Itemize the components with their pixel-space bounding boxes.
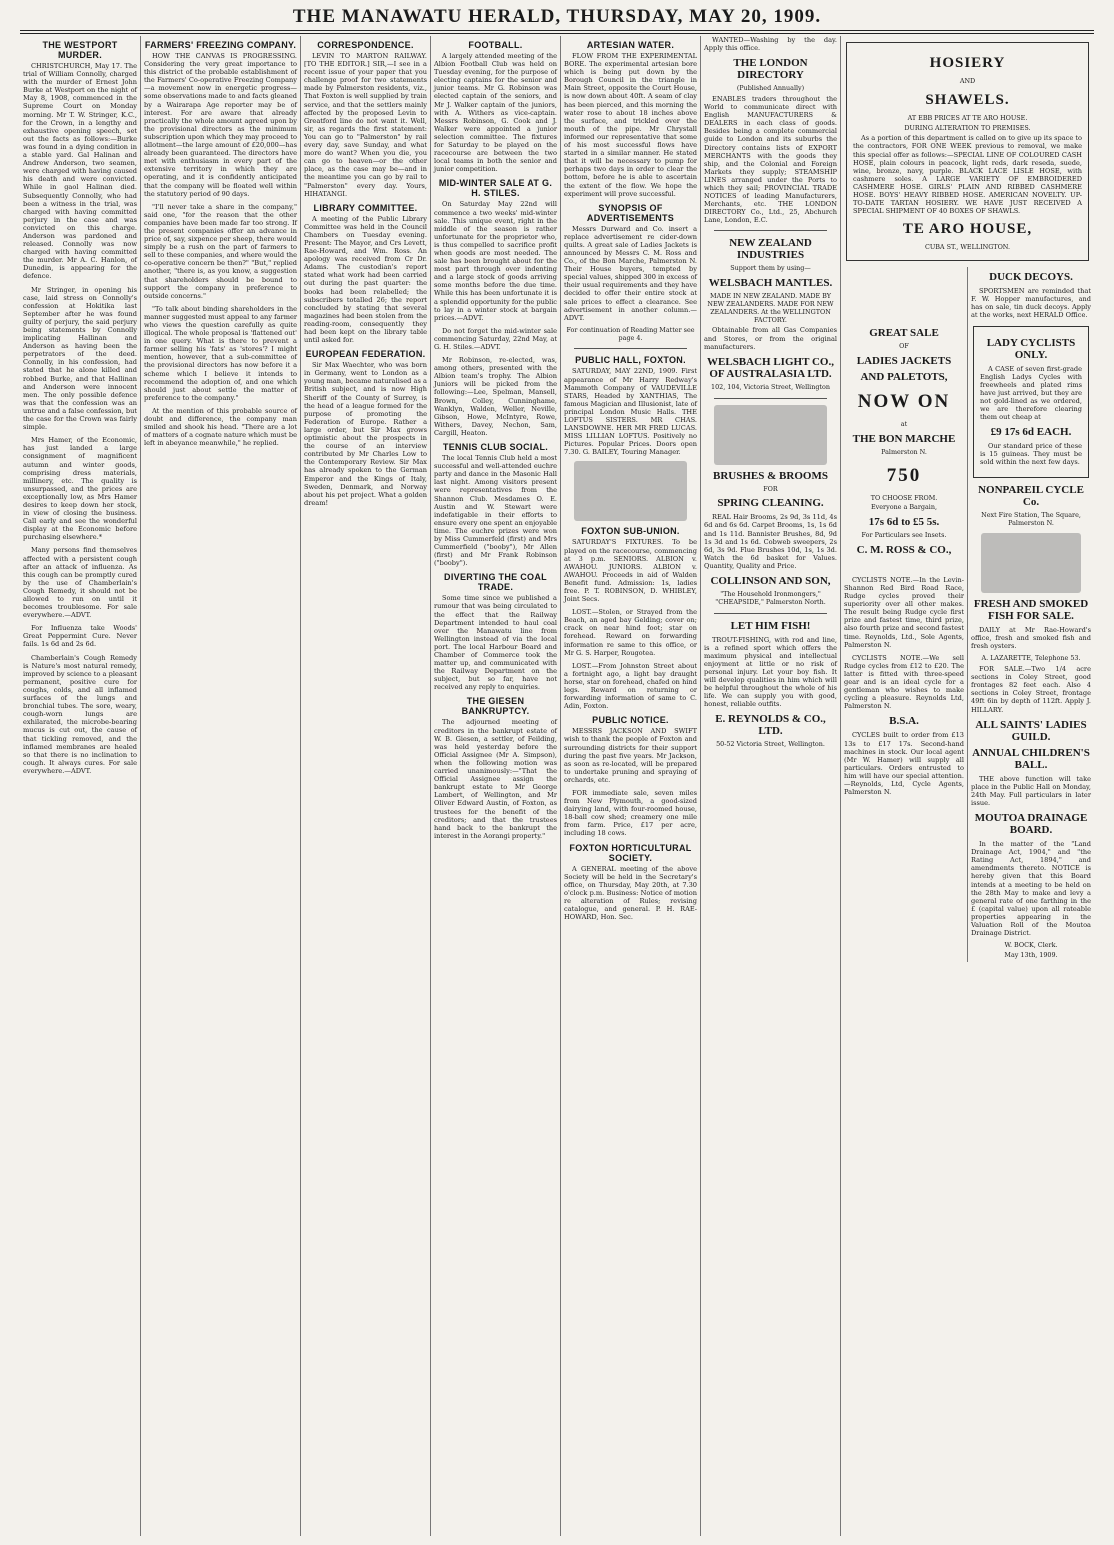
article-text: Mr Stringer, in opening his case, laid stress on Connolly's confession at Hokitika last September after he was found guilty of perjury, the said perjury being statements by Connolly implicating Hallinan and Anderson as having been the perpetrators of the deed. Connolly, in his confession, had stated that he alone killed and robbed Burke, and that Hallinan and Anderson were innocent men. The only possible defence was that the confession was an untrue and a false confession, but the case for the Crown was fairly simple. bbox=[23, 285, 137, 432]
ad-title: SHAWELS. bbox=[925, 91, 1010, 108]
article-text: SATURDAY, MAY 22ND, 1909. First appearance of Mr Harry Redway's Mammoth Company of VAUDEVILLE STARS, Headed by XANTHIAS, The famous Magician and Illusionist, late of principal London Music Halls. THE LOFTUS SISTERS. MR CHAS. LANSDOWNE. HER MR FRED LUCAS. MISS LILLIAN LOFTUS. Positively no Pictures. Popular Prices. Doors open 7.30. G. BAILEY, Touring Manager. bbox=[564, 367, 697, 457]
ad-text: THE above function will take place in the Public Hall on Monday, 24th May. Full particulars in later issue. bbox=[971, 774, 1091, 807]
ad-title: THE BON MARCHE bbox=[852, 432, 956, 445]
ad-sub: DURING ALTERATION TO PREMISES. bbox=[904, 123, 1031, 132]
top-rule bbox=[20, 30, 1094, 31]
ad-text: FOR immediate sale, seven miles from New Plymouth, a good-sized dairying land, with four-roomed house, 18-ball cow shed; creamery one mile from farm. Price, £17 per acre, including 18 cows. bbox=[564, 788, 697, 838]
ad-text: TROUT-FISHING, with rod and line, is a refined sport which offers the maximum physical and intellectual enjoyment at little or no risk of personal injury. Let your boy fish. It will develop qualities in him which will be helpful throughout the whole of his life. We can supply you with good, honest, reliable outfits. bbox=[704, 635, 837, 709]
ad-sub: A. LAZARETTE, Telephone 53. bbox=[981, 654, 1081, 663]
divider bbox=[714, 613, 827, 614]
article-text: Many persons find themselves affected with a persistent cough after an attack of influenza. As this cough can be promptly cured by the use of Chamberlain's Cough Remedy, it should not be allowed to run on until it becomes troublesome. For sale everywhere.—ADVT. bbox=[23, 546, 137, 620]
article-head: SYNOPSIS OF ADVERTISEMENTS bbox=[586, 202, 675, 223]
ad-sub: Next Fire Station, The Square, Palmerston N. bbox=[981, 511, 1081, 528]
ad-text: A CASE of seven first-grade English Ladys Cycles with freewheels and plated rims have just arrived, but they are not gold-lined as we ordered, we are therefore clearing them out cheap at bbox=[980, 364, 1082, 422]
article-text: A meeting of the Public Library Committee was held in the Council Chambers on Tuesday evening. Present: The Mayor, and Crs Levett, Rae-Howard, and Wm. Ross. An apology was received from Cr Dr. Adams. The custodian's report stated what work had been carried out during the past quarter: the books had been relabelled; the subscribers totalled 26; the report concluded by stating that several magazines had been stolen from the reading-room, consequently they had been kept on the library table until asked for. bbox=[304, 214, 427, 345]
article-text: Do not forget the mid-winter sale commencing Saturday, 22nd May, at G. H. Stiles.—ADVT. bbox=[434, 326, 557, 351]
ad-text: REAL Hair Brooms, 2s 9d, 3s 11d, 4s 6d and 6s 6d. Carpet Brooms, 1s, 1s 6d and 1s 11d. Bannister Brushes, 8d, 9d 1s 3d and 1s 6d. Cobweb sweepers, 2s 6d, 3s 9d. Flue Brushes 10d, 1s, 1s 3d. Watch the 6d basket for Values. Quantity, Quality and Price. bbox=[704, 513, 837, 570]
ad-sub: CUBA ST., WELLINGTON. bbox=[924, 243, 1011, 252]
ad-sub: May 13th, 1909. bbox=[1004, 950, 1058, 959]
misc-ads bbox=[968, 267, 1091, 962]
ad-title: 750 bbox=[886, 464, 922, 486]
top-rule-2 bbox=[20, 33, 1094, 34]
ad-sub: AND bbox=[959, 77, 976, 85]
ad-text: LOST.—Stolen, or Strayed from the Beach, an aged bay Gelding; cover on; crack on near hind foot; star on forehead. Reward on forwarding information re same to this office, or Mr G. S. Harper, Rougotea. bbox=[564, 608, 697, 657]
column-4 bbox=[430, 36, 560, 1536]
ad-title: HOSIERY bbox=[929, 55, 1006, 71]
article-head: CORRESPONDENCE. bbox=[317, 40, 414, 50]
article-text: On Saturday May 22nd will commence a two weeks' mid-winter sale. This unique event, right in the middle of the season is rather unfortunate for the proprietor who, is thus compelled to sacrifice profit when goods are most needed. The sale has been brought about for the most part through over indenting and a large stock of goods arriving some months before the due time. While this has been unfortunate it is a splendid opportunity for the public to lay in a winter stock at bargain prices.—ADVT. bbox=[434, 200, 557, 322]
ad-title: WELSBACH MANTLES. bbox=[708, 277, 833, 290]
ad-sub: "The Household Ironmongers," "CHEAPSIDE," Palmerston North. bbox=[715, 590, 826, 606]
masthead: THE MANAWATU HERALD, THURSDAY, MAY 20, 1909. bbox=[292, 6, 822, 27]
ad-title: NOW ON bbox=[857, 390, 951, 412]
ad-title: BRUSHES & BROOMS bbox=[713, 469, 828, 482]
ad-title: E. REYNOLDS & CO., LTD. bbox=[715, 713, 826, 738]
article-head: FOOTBALL. bbox=[468, 40, 523, 50]
ad-text: MADE IN NEW ZEALAND. MADE BY NEW ZEALANDERS. MADE FOR NEW ZEALANDERS. At the WELLINGTON FACTORY. bbox=[707, 292, 834, 324]
ad-sub: AT EBB PRICES AT TE ARO HOUSE. bbox=[907, 113, 1028, 122]
lower-ads bbox=[844, 267, 1091, 962]
article-text: The adjourned meeting of creditors in the bankrupt estate of W. B. Giesen, a settler, of Feilding, was held yesterday before the Official Assignee (Mr A. Simpson), when the following motion was carried unanimously:—"That the Official Assignee assign the bankrupt estate to Mr George Lambert, of Wellington, and Mr Oliver Edward Austin, of Foxton, as trustees for the benefit of the creditors; and that the trustees hand back to the bankrupt the interest in the Aorangi property." bbox=[434, 718, 557, 840]
column-1 bbox=[20, 36, 140, 1536]
article-head: TENNIS CLUB SOCIAL. bbox=[442, 442, 549, 453]
article-text: A largely attended meeting of the Albion Football Club was held on Tuesday evening, for the purpose of electing captains for the senior and junior teams. Mr G. Robinson was elected captain of the seniors, and Mr J. Walker captain of the juniors, with A. Withers as vice-captain. Messrs Robinson, G. Cook and J. Walker were appointed a junior selection committee. The fixtures for Saturday to be played on the racecourse are between the two local teams in both the senior and junior competition. bbox=[434, 52, 557, 174]
cyclists-ad bbox=[973, 326, 1089, 479]
ad-text: Obtainable from all Gas Companies and Stores, or from the original manufacturers. bbox=[704, 326, 837, 351]
ad-title: GREAT SALE bbox=[869, 327, 939, 340]
article-head: DIVERTING THE COAL TRADE. bbox=[444, 572, 547, 593]
ad-sub: For Particulars see Insets. bbox=[861, 531, 947, 540]
article-text: "I'll never take a share in the company," said one, "for the reason that the other companies have been made far too strong. If the present companies offer an advance in price of, say, sixpence per sheep, there would simply be a rush on the part of farmers to sell to these companies, and where would the co-operative concern be then?" "But," replied another, "there is, as you know, a suggestion that shareholders should be bound to support the company in preference to outside concerns." bbox=[144, 202, 297, 300]
ad-text: SPORTSMEN are reminded that F. W. Hopper manufactures, and has on sale, tin duck decoys. Apply at the works, next HERALD Office. bbox=[971, 287, 1091, 320]
ad-sub: 50-52 Victoria Street, Wellington. bbox=[716, 740, 825, 749]
article-text: LEVIN TO MARTON RAILWAY. [TO THE EDITOR.] SIR,—I see in a recent issue of your paper that you challenge proof for two statements made by Palmerston residents, viz., That Foxton is well supplied by train service, and that the settlers mainly affected by the proposed Levin to Greatford line do not want it. Well, sir, as regards the first statement: You can go to "Palmerston" by rail every day, save Sunday, and what more do want? When you die, you can go to heaven—or the other place, as the case may be—and in the meantime you can go by rail to "Palmerston" every day. Yours, HIHATANGI. bbox=[304, 52, 427, 198]
ad-sub: TO CHOOSE FROM. bbox=[870, 493, 938, 502]
ad-title: LADY CYCLISTS ONLY. bbox=[986, 336, 1076, 361]
ad-sub: (Published Annually) bbox=[736, 84, 805, 93]
article-text: Messrs Durward and Co. insert a replace advertisement re cider-down quilts. A great sale of Ladies Jackets is announced by Messrs C. M. Ross and Co., of the Bon Marche, Palmerston N. Their House buyers, tempted by special values, shipped 300 in excess of their usual requirements and they have decided to offer their entire stock at sale prices to effect a clearance. See advertisement in another column.—ADVT. bbox=[564, 224, 697, 322]
article-text: SATURDAY'S FIXTURES. To be played on the racecourse, commencing at 3 p.m. SENIORS. ALBION v. AWAHOU. JUNIORS. ALBION v. AWAHOU. Proceeds in aid of Walden Benefit fund. Admission: 1s, ladies free. P. T. ROBINSON, D. WHIBLEY, Joint Secs. bbox=[564, 538, 697, 604]
ad-text: In the matter of the "Land Drainage Act, 1904," and "the Rating Act, 1894," and amendments thereto. NOTICE is hereby given that this Board intends at a meeting to be held on the 28th May to make and levy a general rate of one farthing in the £ (capital value) upon all rateable properties appearing in the Valuation Roll of the Moutoa Drainage District. bbox=[971, 840, 1091, 938]
ad-title: ALL SAINTS' LADIES GUILD. bbox=[975, 718, 1087, 743]
article-head: ARTESIAN WATER. bbox=[586, 40, 675, 50]
divider bbox=[574, 348, 687, 349]
article-text: FLOW FROM THE EXPERIMENTAL BORE. The experimental artesian bore which is being put down by the Borough Council in the triangle in Main Street, opposite the Court House, is now down about 40ft. A seam of clay has been pierced, and this morning the water rose to about 18 inches above the surface, and trickled over the mouth of the pipe. Mr Chrystall informed our representative that some of his most successful flows have started in a similar manner. He stated that it will be necessary to pump for perhaps two days in order to clear the bottom, before he is able to ascertain the extent of the flow. We hope the experiment will prove successful. bbox=[564, 52, 697, 198]
illustration bbox=[574, 461, 687, 521]
ad-title: COLLINSON AND SON, bbox=[710, 575, 831, 587]
ad-title: AND PALETOTS, bbox=[860, 370, 948, 383]
divider bbox=[714, 230, 827, 231]
ad-title: B.S.A. bbox=[889, 715, 919, 728]
ad-wanted: WANTED—Washing by the day. Apply this office. bbox=[704, 36, 837, 53]
article-text: At the mention of this probable source of doubt and difference, the company man smiled and shook his head. "There are a lot of matters of a cognate nature which must be left in abeyance meanwhile," he replied. bbox=[144, 406, 297, 448]
divider bbox=[714, 398, 827, 399]
ad-text: ENABLES traders throughout the World to communicate direct with English MANUFACTURERS & DEALERS in each class of goods. Besides being a complete commercial guide to London and its suburbs the Directory contains lists of EXPORT MERCHANTS with the goods they ship, and the Colonial and Foreign Markets they supply; STEAMSHIP LINES arranged under the Ports to which they sail; PROVINCIAL TRADE NOTICES of leading Manufacturers, Merchants, etc. THE LONDON DIRECTORY Co., Ltd., 25, Abchurch Lane, London, E.C. bbox=[704, 94, 837, 225]
article-head: THE WESTPORT MURDER. bbox=[42, 40, 118, 60]
ad-title: WELSBACH LIGHT CO., OF AUSTRALASIA LTD. bbox=[707, 355, 834, 380]
ad-column-2 bbox=[840, 36, 1094, 1536]
article-text: CHRISTCHURCH, May 17. The trial of William Connolly, charged with the murder of Ernest John Burke at Westport on the night of May 8, 1908, commenced in the Supreme Court on Monday morning. Mr T. W. Stringer, K.C., for the Crown, in a lengthy and exhaustive opening speech, set out the facts as follows:—Burke was found in a dying condition in a stable yard. Gal Halinan and Andrew Anderson, two seamen, were charged with having caused his death and were convicted. While in gaol Halinan died. Subsequently Connolly, who had been a witness in the trial, was charged with having committed perjury in the case and was convicted on this charge. Anderson was pardoned and released. Connolly was now charged with having committed the murder. Mr A. C. Hanlon, of Dunedin, is appearing for the defence. bbox=[23, 62, 137, 281]
ad-text: CYCLISTS NOTE.—In the Levin-Shannon Red Bird Road Race, Rudge cycles proved their superiority over all other makes. The result being Rudge cycle first prize and fastest time, third prize, also fourth prize and second fastest time. Reynolds, Ltd., Sole Agents, Palmerston N. bbox=[844, 575, 964, 649]
fish-illustration bbox=[981, 533, 1081, 593]
article-head: FARMERS' FREEZING COMPANY. bbox=[144, 40, 297, 50]
article-text: MESSRS JACKSON AND SWIFT wish to thank the people of Foxton and surrounding districts for their support during the past five years. Mr Jackson, as soon as re-located, will be prepared to undertake pruning and spraying of orchards, etc. bbox=[564, 727, 697, 784]
ad-title: NONPAREIL CYCLE Co. bbox=[978, 484, 1084, 509]
ad-sub: 102, 104, Victoria Street, Wellington bbox=[711, 382, 830, 391]
ad-title: TE ARO HOUSE, bbox=[902, 221, 1033, 238]
ad-title: DUCK DECOYS. bbox=[989, 271, 1073, 284]
article-text: HOW THE CANVAS IS PROGRESSING. Considering the very great importance to this district of the probable establishment of the Farmers' Co-operative Freezing Company—a movement now in energetic progress—some observations made to and facts gleaned by a Wairarapa Age reporter may be of interest. For are aware that already practically the whole amount agreed upon by the provisional directors as the minimum subscription upon which they may proceed to allotment—the large amount of £20,000—has already been guaranteed. The directors have met with enthusiasm in every part of the extensive territory in which they are operating, and it is confidently anticipated that the company will be floated well within the statutory period of 90 days. bbox=[144, 52, 297, 198]
column-5 bbox=[560, 36, 700, 1536]
article-text: Chamberlain's Cough Remedy is Nature's most natural remedy, improved by science to a pleasant permanent, positive cure for coughs, colds, and all inflamed surfaces of the lungs and bronchial tubes. The sore, weary, cough-worn lungs are exhilarated, the microbe-bearing mucus is cut out, the cause of that tickling removed, and the inflamed membranes are healed so that there is no inclination to cough. It always cures. For sale everywhere.—ADVT. bbox=[23, 653, 137, 775]
ad-text: As a portion of this department is called on to give up its space to the contractors, FOR ONE WEEK previous to removal, we make this special offer as follows:—SPECIAL LINE OF COLOURED CASH HOSE, plain colours in peacock, light reds, dark reseda, suede, wine, bronze, navy, purple. BLACK LACE LISLE HOSE, with cashmere soles. A LARGE VARIETY OF EMBROIDERED CASHMERE HOSE. GIRLS' PLAIN AND RIBBED CASHMERE HOSE. BOYS' HEAVY RIBBED HOSE. AMERICAN NOVELTY. UP-TO-DATE TARTAN HOSIERY. WE HAVE JUST RECEIVED A SPECIAL SHIPMENT OF 40 BOXES OF SHAWLS. bbox=[853, 134, 1082, 216]
article-head: PUBLIC NOTICE. bbox=[592, 715, 669, 726]
article-head: EUROPEAN FEDERATION. bbox=[305, 349, 426, 360]
article-text: Some time since we published a rumour that was being circulated to the effect that the Railway Department intended to haul coal over the Manawatu line from Wellington instead of via the local port. The local Harbour Board and Chamber of Commerce took the matter up, and communicated with the Railway Department on the subject, but so far, have not received any reply to enquiries. bbox=[434, 594, 557, 692]
article-text: The local Tennis Club held a most successful and well-attended euchre party and dance in the Masonic Hall last night. Among visitors present were representatives from the Shannon Club. Mesdames O. E. Austin and W. Stewart were indefatigable in their efforts to ensure every one spent an enjoyable time. The euchre prizes were won by Miss Cummerfeld (first) and Mrs Cummerfield ("booby"), Mr Allen (first) and Mr Frank Robinson ("booby"). bbox=[434, 454, 557, 568]
great-sale-ad bbox=[844, 267, 968, 962]
ad-sub: W. BOCK, Clerk. bbox=[1004, 941, 1058, 950]
ad-text: LOST.—From Johnston Street about a fortnight ago, a light bay draught horse, star on forehead, chafed on hind legs. Reward on returning or forwarding information of same to C. Adin, Foxton. bbox=[564, 661, 697, 711]
article-text: Mr Robinson, re-elected, was, among others, presented with the Albion team's trophy. The Albion Juniors will be picked from the following:—Lee, Spelman, Mansell, Brown, Colley, Cunninghame, Wanklyn, Walden, Weller, Neville, Gibson, Howe, McIntyre, Rowe, Withers, Davey, Nechon, Sam, Cargill, Heaton. bbox=[434, 356, 557, 437]
article-text: A GENERAL meeting of the above Society will be held in the Secretary's office, on Thursday, May 20th, at 7.30 o'clock p.m. Business: Notice of motion re alteration of Rules; revising catalogue, and general. P. H. RAE-HOWARD, Hon. Sec. bbox=[564, 864, 697, 922]
article-head: MID-WINTER SALE AT G. H. STILES. bbox=[438, 178, 553, 199]
ad-column-1 bbox=[700, 36, 840, 1536]
ad-sub: Palmerston N. bbox=[881, 447, 927, 456]
continuation-note: For continuation of Reading Matter see page 4. bbox=[566, 325, 695, 342]
column-3 bbox=[300, 36, 430, 1536]
article-head: PUBLIC HALL, FOXTON. bbox=[575, 355, 686, 366]
ad-sub: at bbox=[900, 419, 908, 428]
ad-title: LADIES JACKETS bbox=[856, 354, 952, 367]
column-2 bbox=[140, 36, 300, 1536]
article-text: "To talk about binding shareholders in the manner suggested must appeal to any farmer who views the question carefully as quite illogical. The whole proposal is 'flattened out' in one query. What is there to prevent a farmer selling his 'fats' as 'stores'? I might mention, however, that a sub-committee of the provisional directors has now before it a scheme which I believe it intends to recommend the adoption of, and one which should just about settle the matter of preference to the company." bbox=[144, 304, 297, 402]
article-head: FOXTON HORTICULTURAL SOCIETY. bbox=[569, 842, 692, 863]
article-text: Mrs Hamer, of the Economic, has just landed a large consignment of magnificent autumn and winter goods, comprising dress materials, millinery, etc. The quality is unsurpassed, and the prices are exceptionally low, as Mrs Hamer desires to keep down her stock, in view of closing the business. Call early and see the wonderful display at the Economic before purchasing elsewhere.* bbox=[23, 436, 137, 542]
ad-title: 17s 6d to £5 5s. bbox=[868, 516, 940, 529]
ad-sub: FOR bbox=[763, 484, 778, 493]
article-head: FOXTON SUB-UNION. bbox=[581, 526, 680, 537]
article-head: LIBRARY COMMITTEE. bbox=[313, 202, 418, 213]
ad-title: C. M. ROSS & CO., bbox=[856, 543, 952, 556]
ad-title: SPRING CLEANING. bbox=[717, 497, 824, 510]
ad-title: LET HIM FISH! bbox=[730, 619, 811, 632]
illustration bbox=[714, 405, 827, 465]
ad-title: MOUTOA DRAINAGE BOARD. bbox=[974, 812, 1088, 837]
article-head: THE GIESEN BANKRUPTCY. bbox=[461, 696, 530, 717]
ad-text: CYCLISTS NOTE.—We sell Rudge cycles from £12 to £20. The latter is fitted with three-speed gear and is an ideal cycle for a gentleman who wishes to make cycling a pleasure. Reynolds Ltd, Palmerston N. bbox=[844, 653, 964, 711]
ad-title: FRESH AND SMOKED FISH FOR SALE. bbox=[973, 598, 1089, 623]
ad-title: NEW ZEALAND INDUSTRIES bbox=[729, 237, 812, 262]
ad-title: THE LONDON DIRECTORY bbox=[733, 57, 808, 82]
ad-sub: Support them by using— bbox=[730, 264, 811, 273]
article-text: Sir Max Waechter, who was born in Germany, went to London as a young man, became naturalised as a British subject, and is now High Sheriff of the County of Surrey, is the head of a league formed for the purpose of promoting the Federation of Europe. Rather a large order, but Sir Max grows optimistic about the prospects in the course of an interview contributed by Mr Charles Low to the Contemporary Review. Sir Max has already spoken to the German Emperor and the Kings of Italy, Sweden, Denmark, and Norway about his pet project. What a golden dream! bbox=[304, 361, 427, 507]
ad-text: DAILY at Mr Rae-Howard's office, fresh and smoked fish and fresh oysters. bbox=[971, 626, 1091, 651]
ad-title: ANNUAL CHILDREN'S BALL. bbox=[972, 746, 1090, 771]
ad-sub: Everyone a Bargain, bbox=[871, 503, 937, 512]
hosiery-ad bbox=[846, 42, 1089, 261]
article-text: For Influenza take Woods' Great Peppermint Cure. Never fails. 1s 6d and 2s 6d. bbox=[23, 624, 137, 649]
ad-text: FOR SALE.—Two 1/4 acre sections in Coley Street, good frontages 82 feet each. Also 4 sections in Coley Street, frontage 49ft 6in by depth of 112ft. Apply J. HILLARY. bbox=[971, 665, 1091, 714]
ad-text: CYCLES built to order from £13 13s to £17 17s. Second-hand machines in stock. Our local agent (Mr W. Hamer) will supply all particulars. Orders entrusted to him will have our special attention.—Reynolds, Ltd, Cycle Agents, Palmerston N. bbox=[844, 731, 964, 797]
ad-sub: OF bbox=[899, 342, 909, 351]
ad-title: £9 17s 6d EACH. bbox=[990, 426, 1072, 439]
ad-text: Our standard price of these is 15 guineas. They must be sold within the next few days. bbox=[980, 442, 1082, 467]
